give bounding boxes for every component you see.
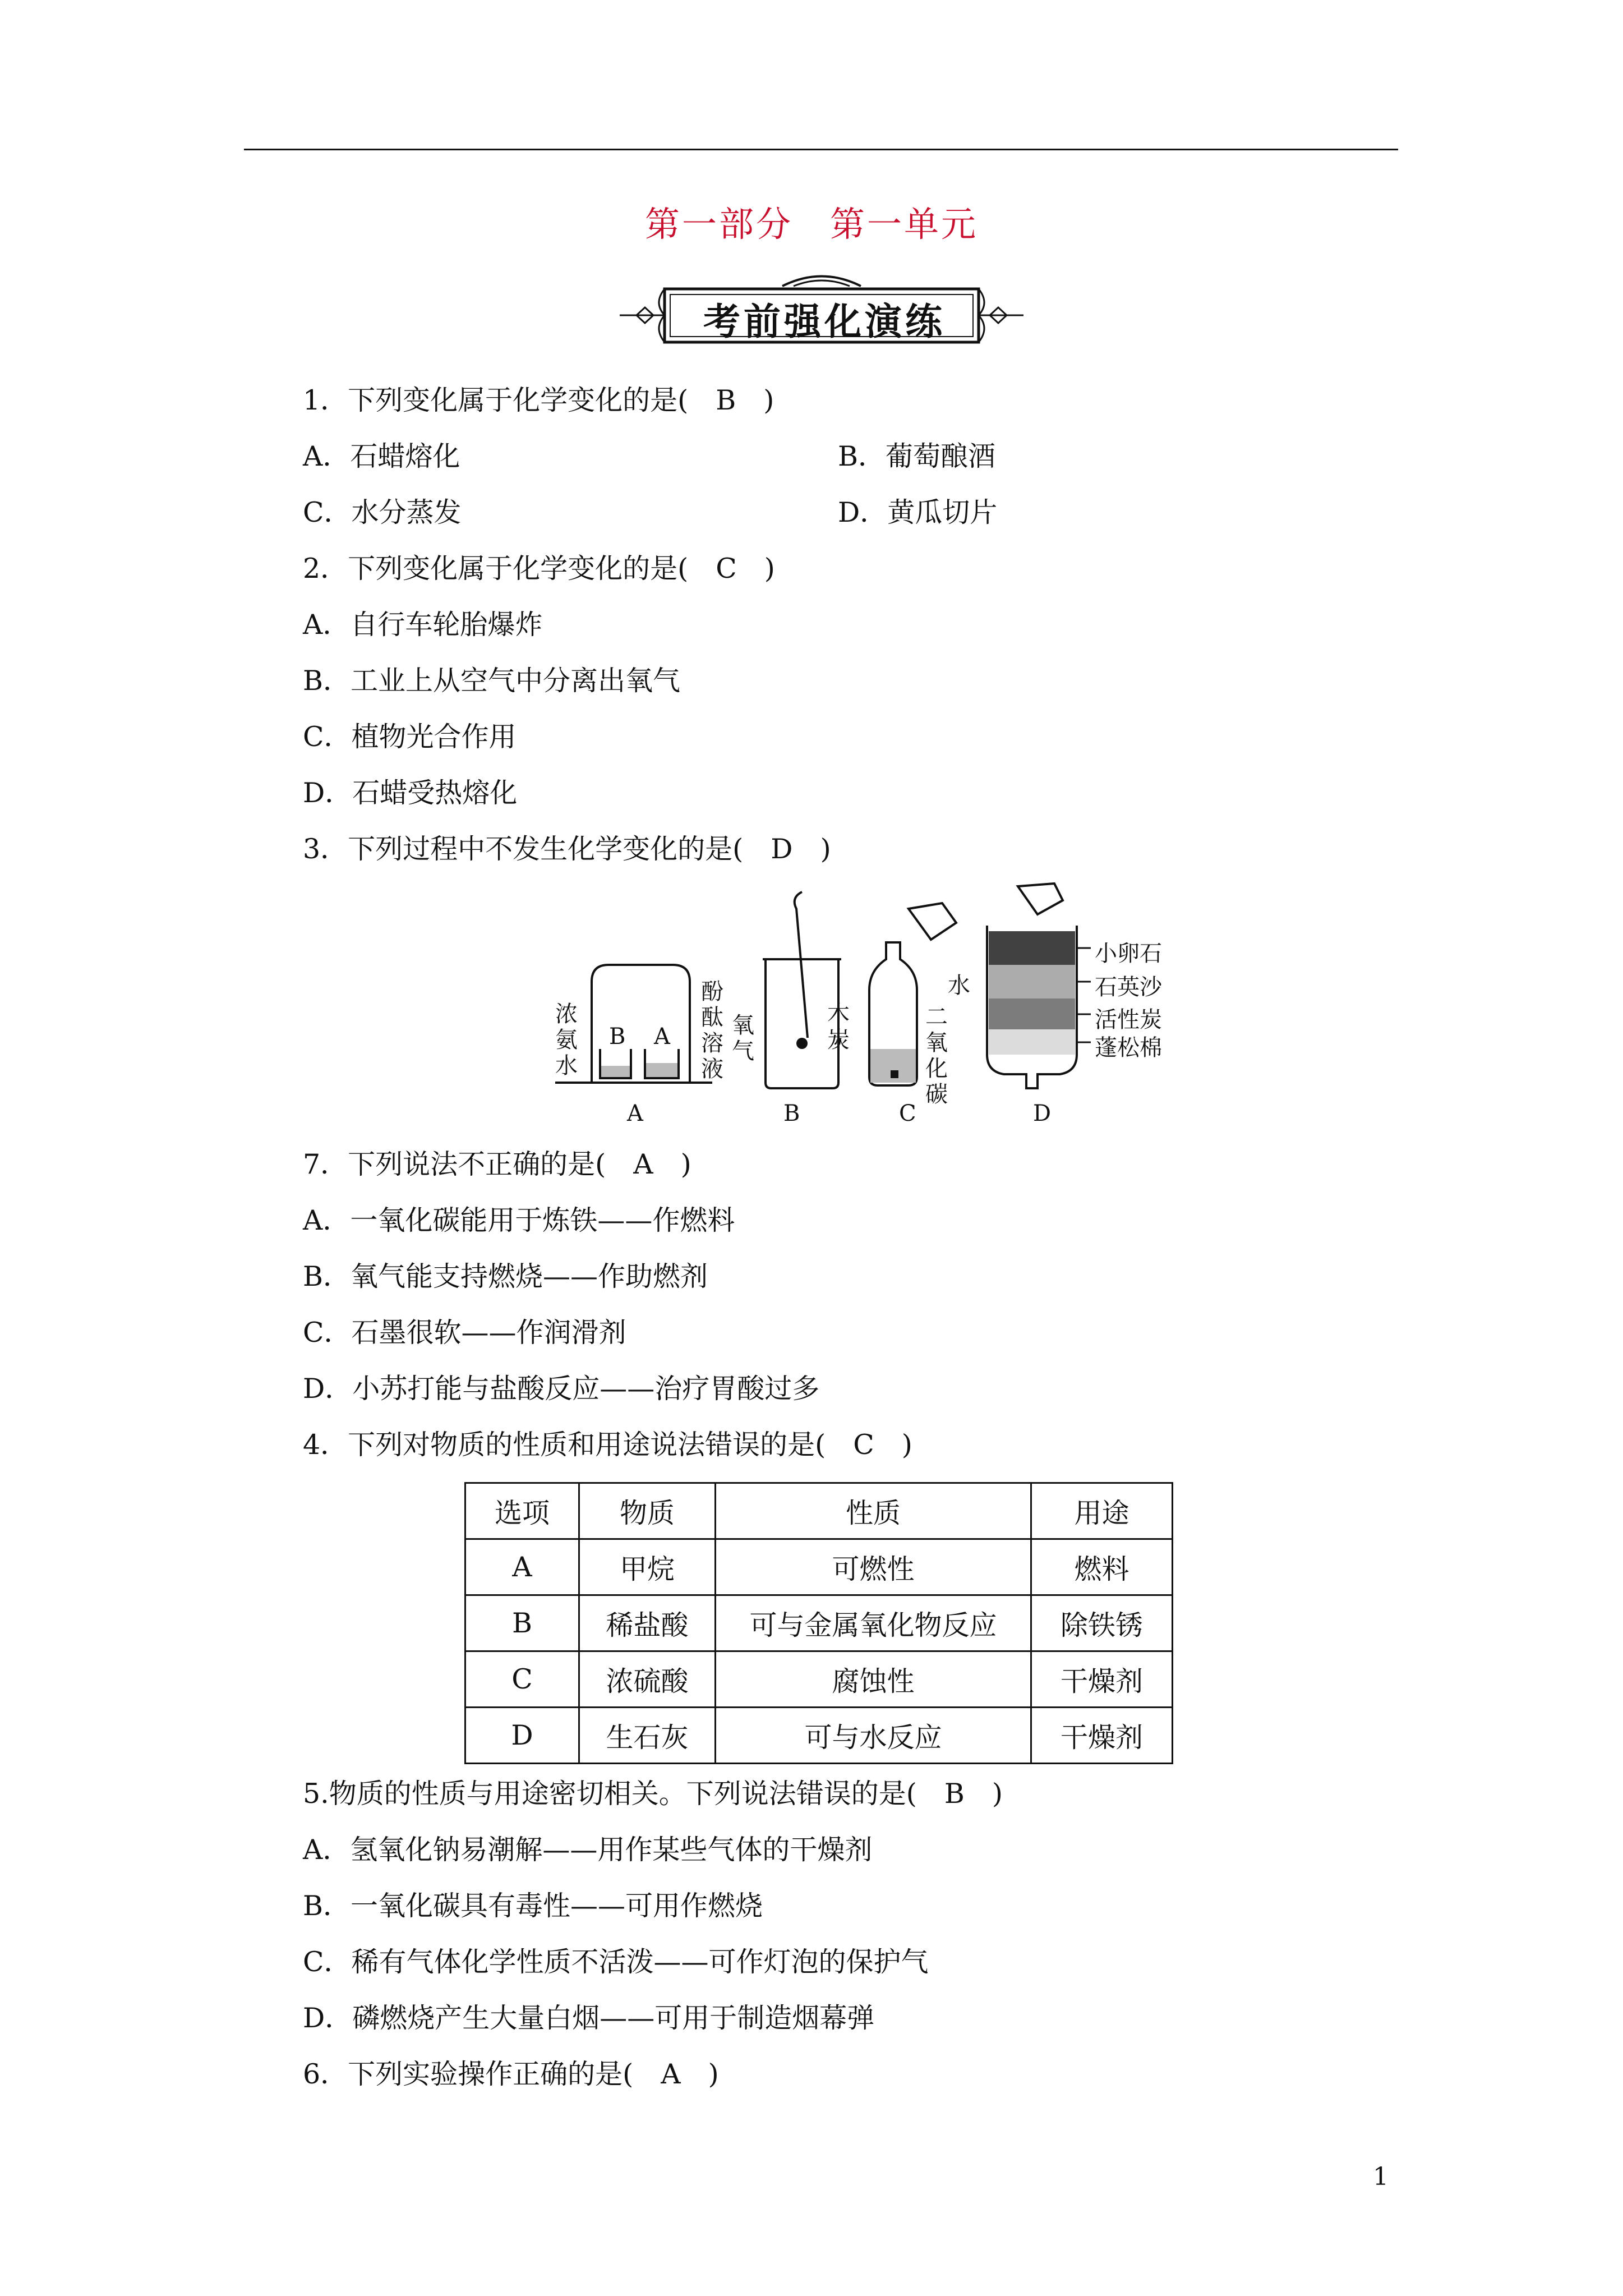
q1-option-d: D．黄瓜切片 — [838, 496, 998, 528]
q7-option-d: D．小苏打能与盐酸反应——治疗胃酸过多 — [303, 1373, 820, 1405]
table-cell: 干燥剂 — [1031, 1708, 1173, 1764]
table-cell: D — [465, 1708, 579, 1764]
banner-title: 考前强化演练 — [703, 300, 946, 343]
fig-c-co2-label: 二 氧 化 碳 — [925, 1004, 948, 1107]
fig-c-water-label: 水 — [948, 973, 970, 999]
table-cell: 稀盐酸 — [579, 1595, 716, 1651]
question-6: 6．下列实验操作正确的是( A ) — [303, 2058, 719, 2090]
experiment-figure — [550, 875, 1155, 1133]
table-cell: 干燥剂 — [1031, 1651, 1173, 1708]
q2-option-b: B．工业上从空气中分离出氧气 — [303, 665, 681, 697]
fig-d-layer-1: 小卵石 — [1095, 941, 1162, 967]
fig-b-charcoal-label: 木 炭 — [827, 1001, 850, 1053]
fig-d-layer-2: 石英沙 — [1095, 974, 1162, 1000]
section-title: 第一部分 第一单元 — [644, 204, 978, 245]
properties-table — [464, 1482, 1173, 1764]
table-row — [465, 1595, 1173, 1651]
q1-option-c: C．水分蒸发 — [303, 496, 462, 528]
table-row — [465, 1651, 1173, 1708]
q7-option-c: C．石墨很软——作润滑剂 — [303, 1317, 626, 1349]
table-cell: A — [465, 1539, 579, 1595]
table-header-cell: 性质 — [716, 1483, 1031, 1539]
table-cell: C — [465, 1651, 579, 1708]
q5-option-a: A．氢氧化钠易潮解——用作某些气体的干燥剂 — [303, 1834, 873, 1866]
fig-panel-d: D — [1033, 1101, 1052, 1126]
table-row — [465, 1708, 1173, 1764]
table-header-row — [465, 1483, 1173, 1539]
fig-a-beaker-b: B — [609, 1024, 626, 1050]
table-cell: B — [465, 1595, 579, 1651]
table-cell: 甲烷 — [579, 1539, 716, 1595]
fig-d-layer-3: 活性炭 — [1095, 1007, 1162, 1033]
table-row — [465, 1539, 1173, 1595]
q2-option-c: C．植物光合作用 — [303, 721, 517, 753]
q1-option-a: A．石蜡熔化 — [303, 440, 460, 472]
fig-b-oxygen-label: 氧 气 — [732, 1013, 754, 1064]
fig-a-beaker-a: A — [654, 1024, 670, 1050]
fig-a-phenolphthalein-label: 酚 酞 溶 液 — [701, 979, 723, 1082]
question-1: 1．下列变化属于化学变化的是( B ) — [303, 384, 774, 416]
table-cell: 可与金属氧化物反应 — [716, 1595, 1031, 1651]
q7-option-a: A．一氧化碳能用于炼铁——作燃料 — [303, 1204, 735, 1236]
table-cell: 可燃性 — [716, 1539, 1031, 1595]
q5-option-d: D．磷燃烧产生大量白烟——可用于制造烟幕弹 — [303, 2002, 875, 2034]
fig-a-ammonia-label: 浓 氨 水 — [555, 1001, 578, 1079]
q2-option-a: A．自行车轮胎爆炸 — [303, 609, 543, 641]
q1-option-b: B．葡萄酿酒 — [838, 440, 996, 472]
table-cell: 除铁锈 — [1031, 1595, 1173, 1651]
table-cell: 浓硫酸 — [579, 1651, 716, 1708]
table-cell: 可与水反应 — [716, 1708, 1031, 1764]
fig-d-layer-4: 蓬松棉 — [1095, 1035, 1162, 1061]
fig-panel-c: C — [899, 1101, 916, 1126]
question-2: 2．下列变化属于化学变化的是( C ) — [303, 553, 775, 585]
table-header-cell: 选项 — [465, 1483, 579, 1539]
table-header-cell: 物质 — [579, 1483, 716, 1539]
question-3: 3．下列过程中不发生化学变化的是( D ) — [303, 833, 831, 865]
question-4: 4．下列对物质的性质和用途说法错误的是( C ) — [303, 1429, 912, 1461]
question-7: 7．下列说法不正确的是( A ) — [303, 1148, 691, 1180]
q5-option-b: B．一氧化碳具有毒性——可用作燃烧 — [303, 1890, 763, 1922]
table-cell: 燃料 — [1031, 1539, 1173, 1595]
table-cell: 腐蚀性 — [716, 1651, 1031, 1708]
q7-option-b: B．氧气能支持燃烧——作助燃剂 — [303, 1260, 708, 1292]
fig-panel-a: A — [627, 1101, 643, 1126]
table-header-cell: 用途 — [1031, 1483, 1173, 1539]
header-rule — [244, 149, 1398, 150]
q2-option-d: D．石蜡受热熔化 — [303, 777, 518, 809]
fig-panel-b: B — [783, 1101, 800, 1126]
question-5: 5.物质的性质与用途密切相关。下列说法错误的是( B ) — [303, 1778, 1003, 1810]
page-number: 1 — [1373, 2162, 1389, 2191]
table-cell: 生石灰 — [579, 1708, 716, 1764]
q5-option-c: C．稀有气体化学性质不活泼——可作灯泡的保护气 — [303, 1946, 929, 1978]
